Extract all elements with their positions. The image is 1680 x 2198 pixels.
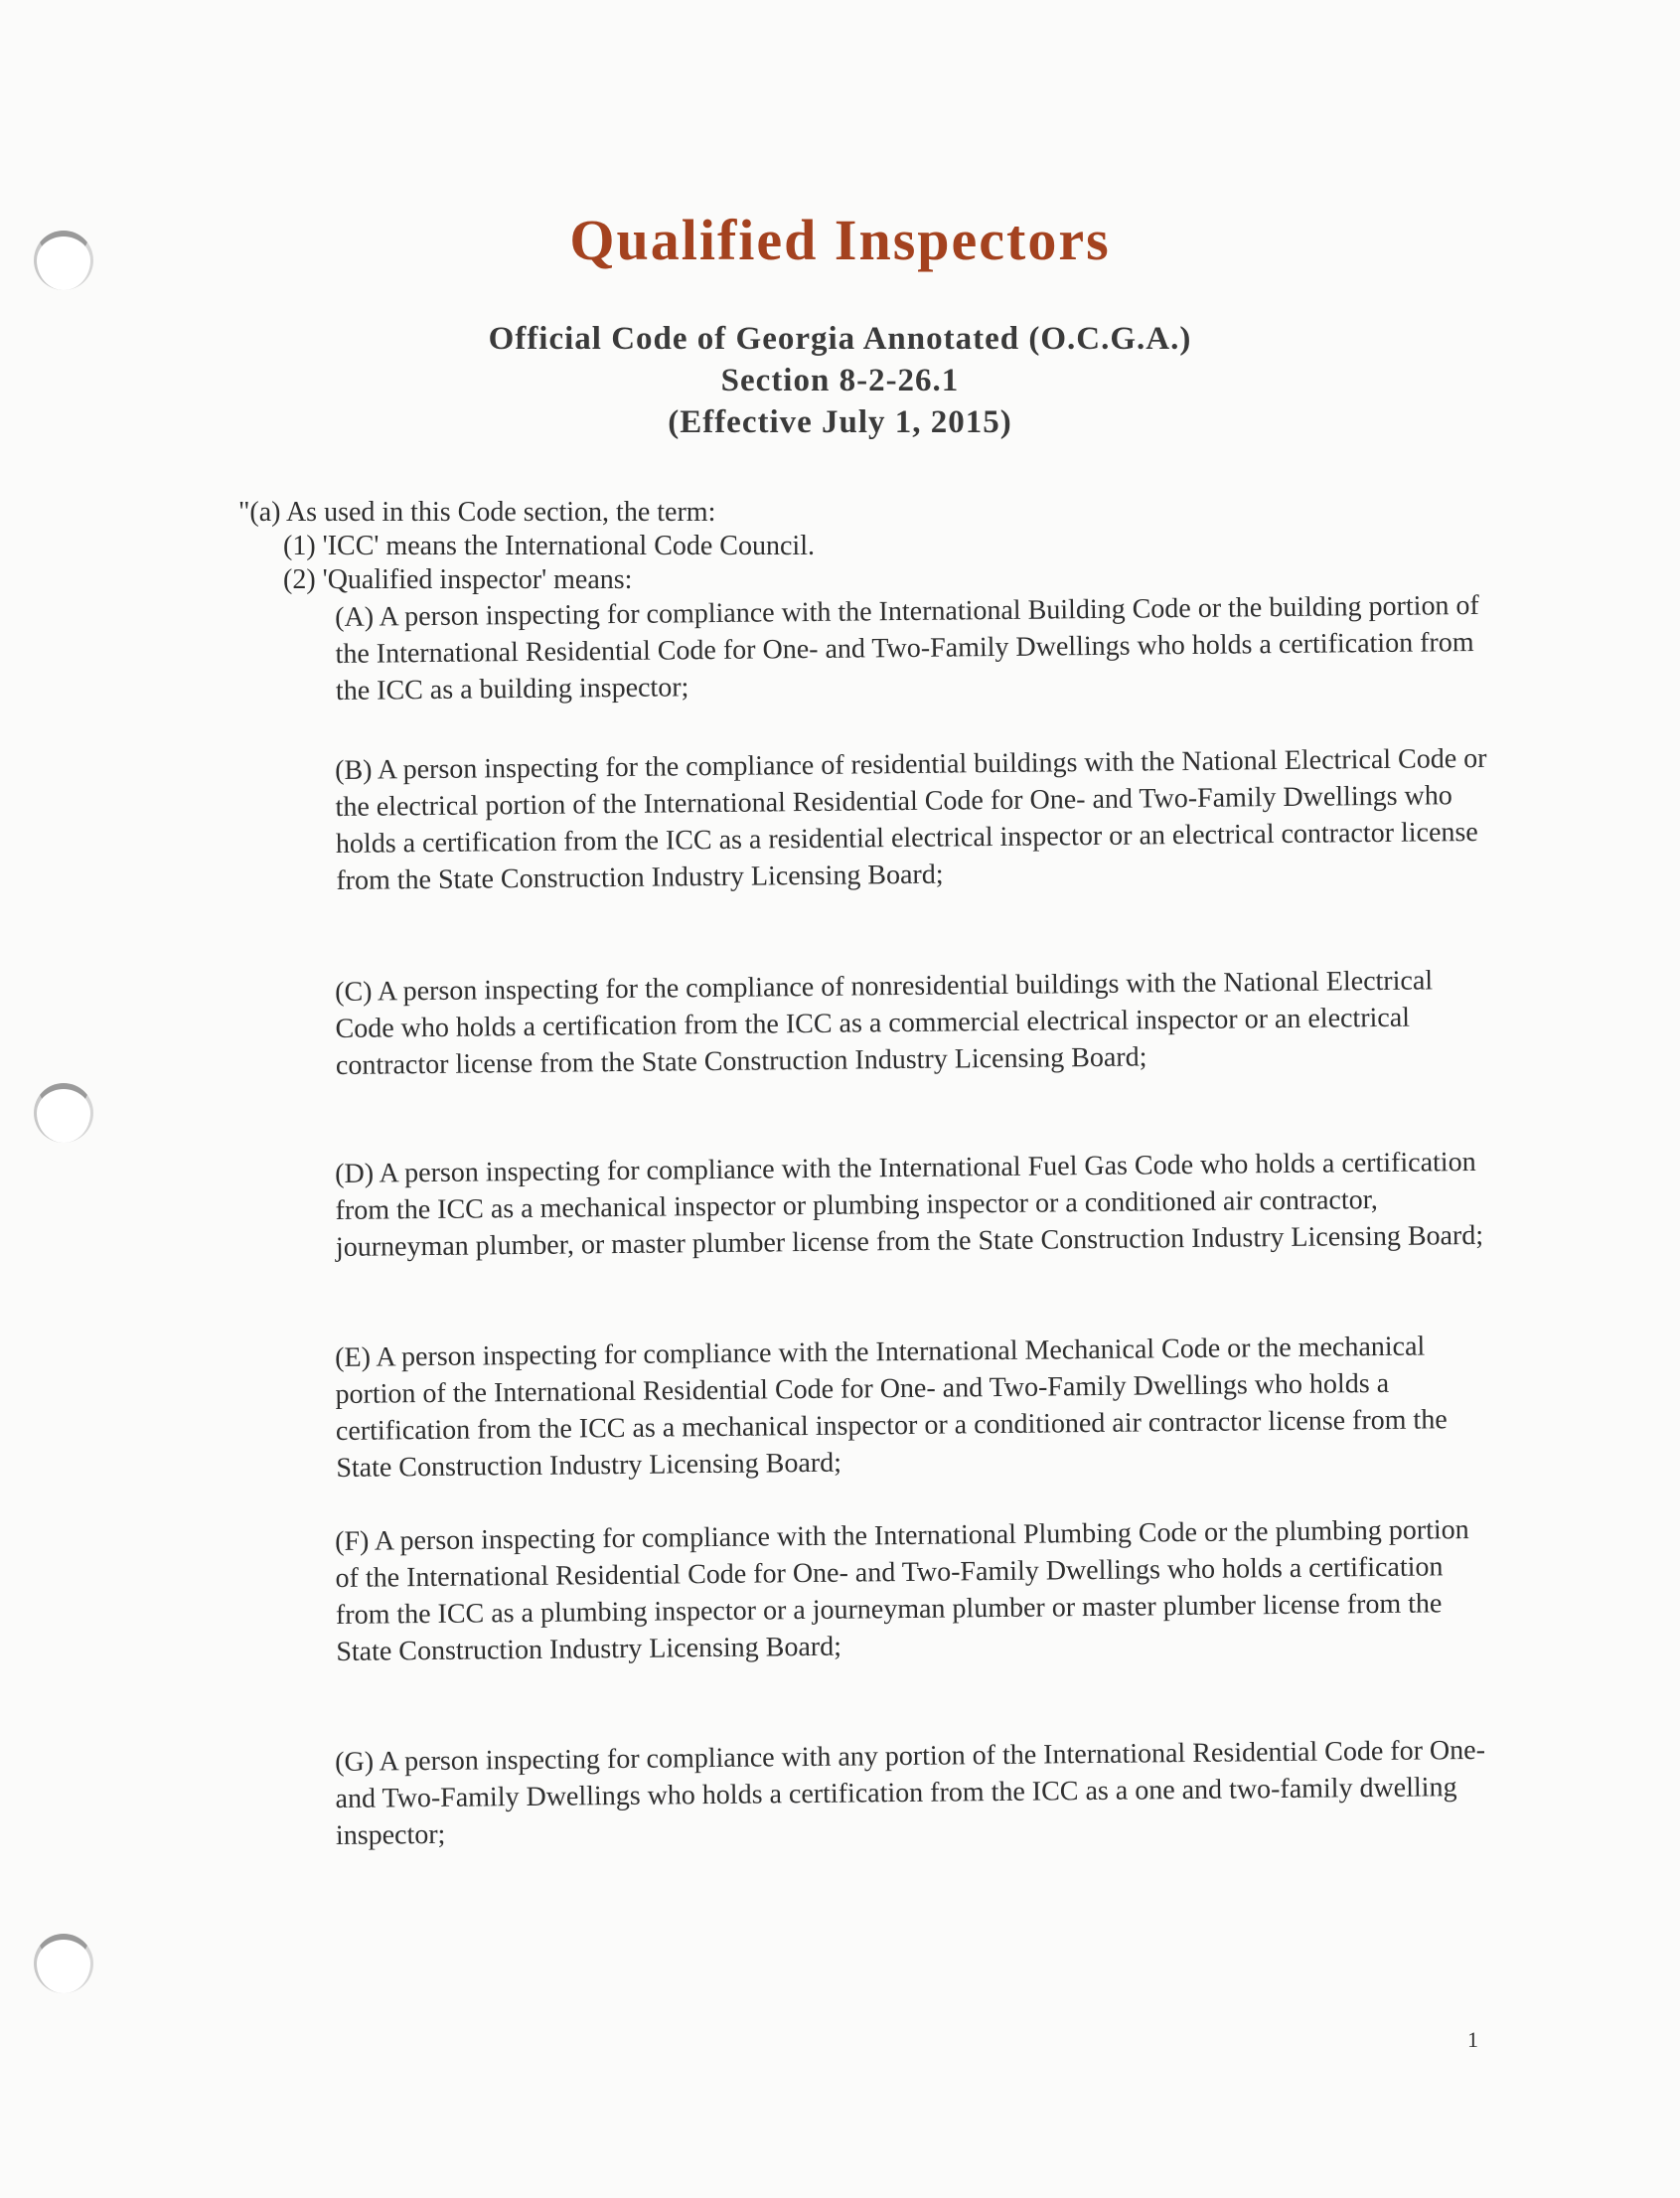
- paragraph-d: (D) A person inspecting for compliance with the International Fuel Gas Code who holds a certification from the ICC as a mechanical inspector or plumbing inspector or a conditioned air contractor, journeyman plumber, or master plumber license from the State Construction Industry Licensing Board;: [335, 1146, 1484, 1263]
- subtitle-section: Section 8-2-26.1: [720, 363, 960, 398]
- definition-item-qualified-inspector: (2) 'Qualified inspector' means:: [283, 564, 633, 595]
- paragraph-g: (G) A person inspecting for compliance with any portion of the International Residential Code for One- and Two-Family Dwellings who holds a certification from the ICC as a one and two-family dwelling inspector;: [335, 1734, 1486, 1851]
- subtitle-code-name: Official Code of Georgia Annotated (O.C.G.A.): [488, 321, 1192, 357]
- binder-hole-middle: [34, 1083, 93, 1143]
- paragraph-c: (C) A person inspecting for the compliance of nonresidential buildings with the National Electrical Code who holds a certification from the ICC as a commercial electrical inspector or an electrical contractor license from the State Construction Industry Licensing Board;: [335, 965, 1434, 1081]
- definition-intro: "(a) As used in this Code section, the term:: [238, 497, 716, 528]
- paragraph-f: (F) A person inspecting for compliance with the International Plumbing Code or the plumbing portion of the International Residential Code for One- and Two-Family Dwellings who holds a certification from the ICC as a plumbing inspector or a journeyman plumber or master plumber license from the State Construction Industry Licensing Board;: [335, 1514, 1469, 1667]
- paragraph-b: (B) A person inspecting for the compliance of residential buildings with the National Electrical Code or the electrical portion of the International Residential Code for One- and Two-Family Dwellings who holds a certification from the ICC as a residential electrical inspector or an electrical contractor license from the State Construction Industry Licensing Board;: [335, 742, 1487, 896]
- definition-item-icc: (1) 'ICC' means the International Code Council.: [283, 531, 815, 561]
- page-number: 1: [1467, 2027, 1478, 2052]
- subtitle-effective-date: (Effective July 1, 2015): [668, 404, 1012, 440]
- paragraph-a: (A) A person inspecting for compliance with the International Building Code or the building portion of the International Residential Code for One- and Two-Family Dwellings who holds a certification from the ICC as a building inspector;: [335, 589, 1479, 706]
- binder-hole-bottom: [34, 1934, 93, 1993]
- paragraph-e: (E) A person inspecting for compliance with the International Mechanical Code or the mechanical portion of the International Residential Code for One- and Two-Family Dwellings who holds a certification from the ICC as a mechanical inspector or a conditioned air contractor license from the State Construction Industry Licensing Board;: [335, 1331, 1448, 1484]
- document-title: Qualified Inspectors: [569, 208, 1111, 272]
